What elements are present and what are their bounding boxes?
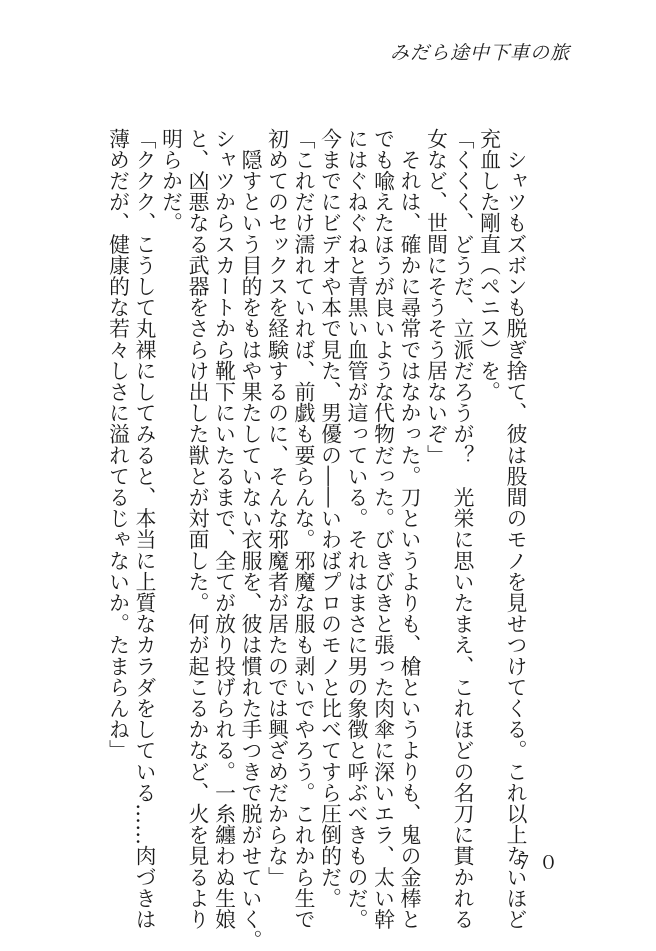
text-line: 明らかだ。	[158, 128, 183, 234]
text-line: 充血した剛直（ペニス）を。	[476, 128, 501, 403]
text-line: 隠すという目的をもはや果たしていない衣服を、彼は慣れた手つきで脱がせていく。	[238, 128, 262, 951]
text-line: 初めてのセックスを経験するのに、そんな邪魔者が居たのでは興ざめだからな」	[264, 128, 289, 888]
text-line: 「くくく、どうだ、立派だろうが？ 光栄に思いたまえ、これほどの名刀に貫かれる	[450, 128, 474, 930]
text-line: 女など、世間にそうそう居ないぞ」	[423, 128, 448, 466]
text-line: でも喩えたほうが良いような代物だった。びきびきと張った肉傘に深いエラ、太い幹	[370, 128, 395, 930]
text-line: にはぐねぐねと青黒い血管が這っている。それはまさに男の象徴と呼ぶべきものだ。	[344, 128, 368, 930]
text-line: シャツからスカートから靴下にいたるまで、全てが放り投げられる。一糸纏わぬ生娘	[211, 128, 236, 930]
text-line: 「ククク、こうして丸裸にしてみると、本当に上質なカラダをしている……肉づきは	[132, 128, 156, 930]
text-line: それは、確かに尋常ではなかった。刀というよりも、槍というよりも、鬼の金棒と	[397, 128, 421, 930]
text-line: 「これだけ濡れていれば、前戯も要らんな。邪魔な服も剥いでやろう。これから生で	[291, 128, 315, 930]
running-head: みだら途中下車の旅	[389, 42, 570, 64]
body-text	[105, 128, 528, 951]
text-line: シャツもズボンも脱ぎ捨て、彼は股間のモノを見せつけてくる。これ以上ないほど	[503, 128, 527, 930]
text-line: 薄めだが、健康的な若々しさに溢れてるじゃないか。たまらんね」	[105, 128, 130, 761]
text-line: と、凶悪なる武器をさらけ出した獣とが対面した。何が起こるかなど、火を見るより	[185, 128, 209, 930]
page-number: ７０	[513, 852, 564, 874]
text-line: 今までにビデオや本で見た、男優の――いわばプロのモノと比べてすら圧倒的だ。	[317, 128, 342, 909]
